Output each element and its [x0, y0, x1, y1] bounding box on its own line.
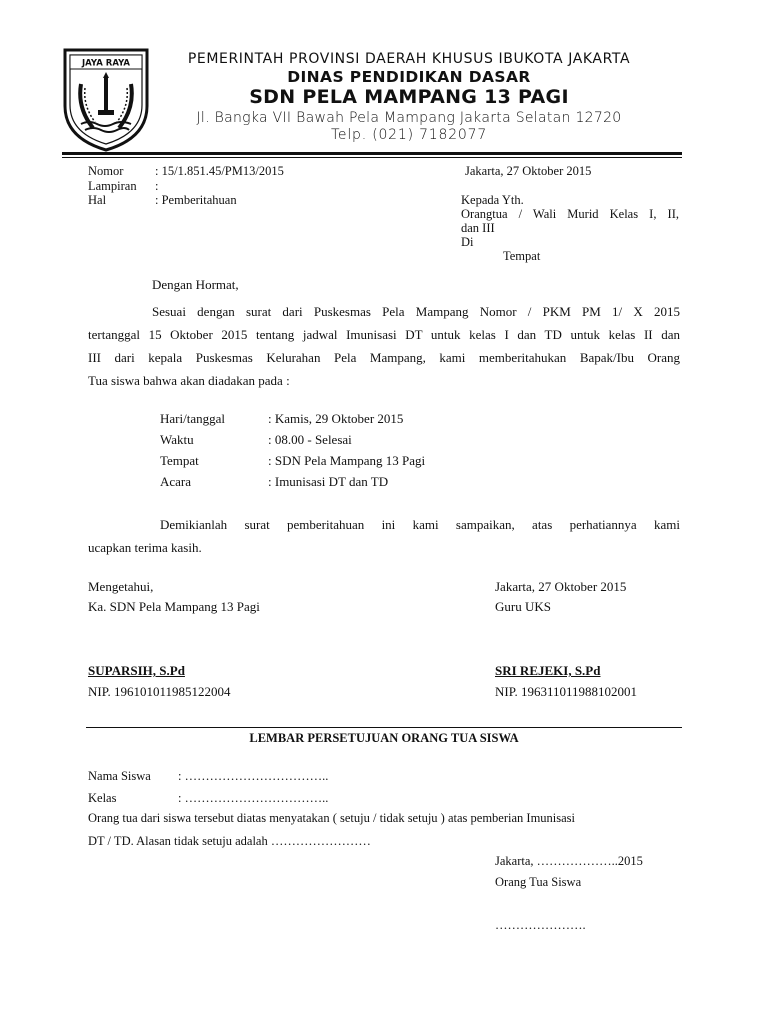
header-government-line: PEMERINTAH PROVINSI DAERAH KHUSUS IBUKOTA JAKARTA	[187, 51, 631, 67]
right-signer-nip: NIP. 196311011988102001	[495, 684, 638, 699]
letter-place-date: Jakarta, 27 Oktober 2015	[465, 164, 592, 178]
consent-statement-line-2: DT / TD. Alasan tidak setuju adalah ……………………	[88, 834, 371, 848]
recipient-line-5: Tempat	[503, 249, 541, 263]
consent-title: LEMBAR PERSETUJUAN ORANG TUA SISWA	[249, 731, 519, 745]
body-paragraph	[88, 300, 680, 392]
closing-line-1: Demikianlah surat pemberitahuan ini kami sampaikan, atas perhatiannya kami	[160, 517, 680, 532]
recipient-line-1: Kepada Yth.	[461, 193, 524, 207]
recipient-line-4: Di	[461, 235, 474, 249]
lampiran-label: Lampiran	[88, 179, 137, 193]
lampiran-value: :	[155, 179, 159, 193]
consent-signer-label: Orang Tua Siswa	[495, 875, 582, 889]
consent-place-date[interactable]: Jakarta, ………………..2015	[495, 854, 643, 868]
nomor-label: Nomor	[88, 164, 124, 178]
detail-value: : 08.00 - Selesai	[268, 432, 352, 447]
closing-paragraph	[88, 513, 680, 559]
recipient-line-3: dan III	[461, 221, 495, 235]
detail-value: : Kamis, 29 Oktober 2015	[268, 411, 404, 426]
header-phone: Telp. (021) 7182077	[330, 127, 488, 143]
hal-label: Hal	[88, 193, 107, 207]
kelas-field[interactable]: : ……………………………..	[178, 791, 329, 805]
consent-divider	[86, 727, 682, 728]
detail-label: Tempat	[160, 453, 199, 468]
body-line-1: Sesuai dengan surat dari Puskesmas Pela Mampang Nomor / PKM PM 1/ X 2015	[152, 304, 680, 319]
nama-siswa-label: Nama Siswa	[88, 769, 151, 783]
detail-label: Waktu	[160, 432, 194, 447]
nama-siswa-field[interactable]: : ……………………………..	[178, 769, 329, 783]
right-signer-name: SRI REJEKI, S.Pd	[495, 663, 601, 678]
left-sign-line-1: Mengetahui,	[88, 579, 154, 594]
detail-value: : SDN Pela Mampang 13 Pagi	[268, 453, 426, 468]
greeting: Dengan Hormat,	[152, 277, 239, 292]
svg-text:JAYA RAYA: JAYA RAYA	[81, 58, 131, 69]
jaya-raya-crest-logo	[63, 48, 149, 152]
header-address: Jl. Bangka VII Bawah Pela Mampang Jakarta Selatan 12720	[196, 110, 622, 126]
body-line-4: Tua siswa bahwa akan diadakan pada :	[88, 373, 290, 388]
left-signer-name: SUPARSIH, S.Pd	[88, 663, 185, 678]
body-line-2: tertanggal 15 Oktober 2015 tentang jadwal Imunisasi DT untuk kelas I dan TD untuk kelas II dan	[88, 327, 680, 342]
header-school-name: SDN PELA MAMPANG 13 PAGI	[249, 86, 569, 108]
consent-signature-line[interactable]: ………………….	[495, 918, 586, 932]
left-signer-nip: NIP. 196101011985122004	[88, 684, 231, 699]
right-sign-line-2: Guru UKS	[495, 599, 551, 614]
hal-value: : Pemberitahuan	[155, 193, 237, 207]
detail-value: : Imunisasi DT dan TD	[268, 474, 389, 489]
consent-statement-line-1: Orang tua dari siswa tersebut diatas menyatakan ( setuju / tidak setuju ) atas pemberian Imunisasi	[88, 811, 576, 825]
recipient-line-2: Orangtua / Wali Murid Kelas I, II,	[461, 207, 679, 221]
closing-line-2: ucapkan terima kasih.	[88, 540, 202, 555]
header-divider-thin	[62, 157, 682, 158]
nomor-value: : 15/1.851.45/PM13/2015	[155, 164, 284, 178]
right-sign-line-1: Jakarta, 27 Oktober 2015	[495, 579, 627, 594]
left-sign-line-2: Ka. SDN Pela Mampang 13 Pagi	[88, 599, 260, 614]
detail-label: Acara	[160, 474, 192, 489]
kelas-label: Kelas	[88, 791, 117, 805]
body-line-3: III dari kepala Puskesmas Kelurahan Pela Mampang, kami memberitahukan Bapak/Ibu Orang	[88, 350, 680, 365]
header-divider-thick	[62, 152, 682, 155]
detail-label: Hari/tanggal	[160, 411, 225, 426]
header-department-line: DINAS PENDIDIKAN DASAR	[287, 68, 531, 86]
